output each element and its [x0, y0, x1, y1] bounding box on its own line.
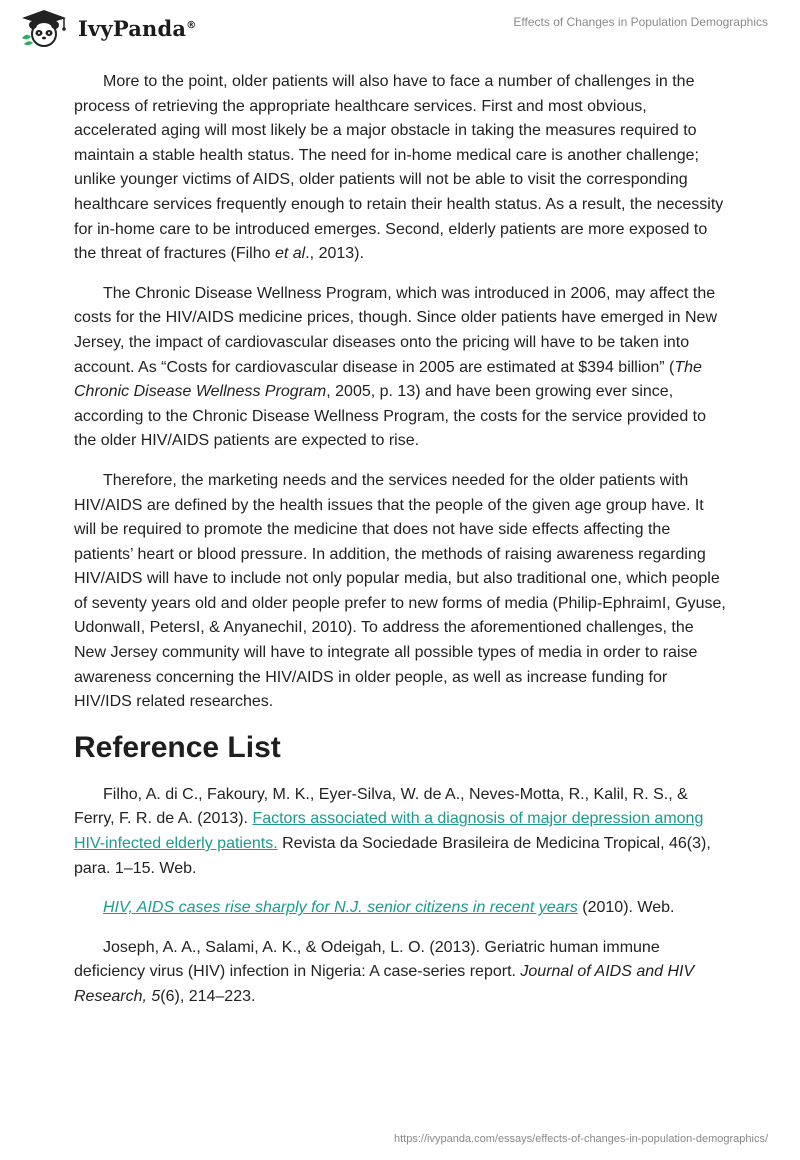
registered-mark: ®	[186, 19, 197, 31]
reference-item-joseph: Joseph, A. A., Salami, A. K., & Odeigah, L. O. (2013). Geriatric human immune deficiency virus (HIV) infection in Nigeria: A case-series report. Journal of AIDS and HIV Research, 5(6), 214–223.	[74, 938, 695, 1005]
essay-content	[74, 70, 728, 1025]
reference-link-filho[interactable]: Factors associated with a diagnosis of major depression among HIV-infected elderly patients.	[74, 810, 704, 853]
document-title: Effects of Changes in Population Demographics	[513, 15, 768, 29]
reference-link-hiv-aids-nj[interactable]: HIV, AIDS cases rise sharply for N.J. senior citizens in recent years	[103, 899, 578, 917]
reference-item-filho: Filho, A. di C., Fakoury, M. K., Eyer-Silva, W. de A., Neves-Motta, R., Kalil, R. S., & Ferry, F. R. de A. (2013). Factors associated with a diagnosis of major depression among HIV-infected elderly patients. Revista da Sociedade Brasileira de Medicina Tropical, 46(3), para. 1–15. Web.	[74, 785, 711, 877]
paragraph-marketing-needs: Therefore, the marketing needs and the services needed for the older patients with HIV/AIDS are defined by the health issues that the people of the given age group have. It will be required to promote the medicine that does not have side effects affecting the patients’ heart or blood pressure. In addition, the methods of raising awareness regarding HIV/AIDS will have to include not only popular media, but also traditional one, which people of seventy years old and older people prefer to new forms of media (Philip-EphraimI, Gyuse, UdonwalI, PetersI, & AnyanechiI, 2010). To address the aforementioned challenges, the New Jersey community will have to integrate all possible types of media in order to raise awareness concerning the HIV/AIDS in older people, as well as increase funding for HIV/IDS related researches.	[74, 471, 726, 711]
reference-list-heading: Reference List	[74, 730, 281, 764]
paragraph-chronic-disease-program: The Chronic Disease Wellness Program, which was introduced in 2006, may affect the costs for the HIV/AIDS medicine prices, though. Since older patients have emerged in New Jersey, the impact of cardiovascular diseases onto the pricing will have to be taken into account. As “Costs for cardiovascular disease in 2005 are estimated at $394 billion” (The Chronic Disease Wellness Program, 2005, p. 13) and have been growing ever since, according to the Chronic Disease Wellness Program, the costs for the service provided to the older HIV/AIDS patients are expected to rise.	[74, 284, 717, 450]
paragraph-older-patients-challenges: More to the point, older patients will also have to face a number of challenges in the process of retrieving the appropriate healthcare services. First and most obvious, accelerated aging will most likely be a major obstacle in taking the measures required to maintain a stable health status. The need for in-home medical care is another challenge; unlike younger victims of AIDS, older patients will not be able to visit the corresponding healthcare services frequently enough to retain their health status. As a result, the necessity for in-home care to be introduced emerges. Second, elderly patients are more exposed to the threat of fractures (Filho et al., 2013).	[74, 73, 724, 263]
footer-url: https://ivypanda.com/essays/effects-of-changes-in-population-demographics/	[394, 1133, 768, 1145]
panda-graduate-icon	[14, 8, 72, 48]
reference-item-hiv-aids-nj: HIV, AIDS cases rise sharply for N.J. senior citizens in recent years (2010). Web.	[103, 899, 675, 917]
page-header	[0, 0, 800, 60]
logo-wordmark: IvyPanda®	[78, 15, 197, 41]
ivypanda-logo[interactable]	[14, 8, 196, 48]
